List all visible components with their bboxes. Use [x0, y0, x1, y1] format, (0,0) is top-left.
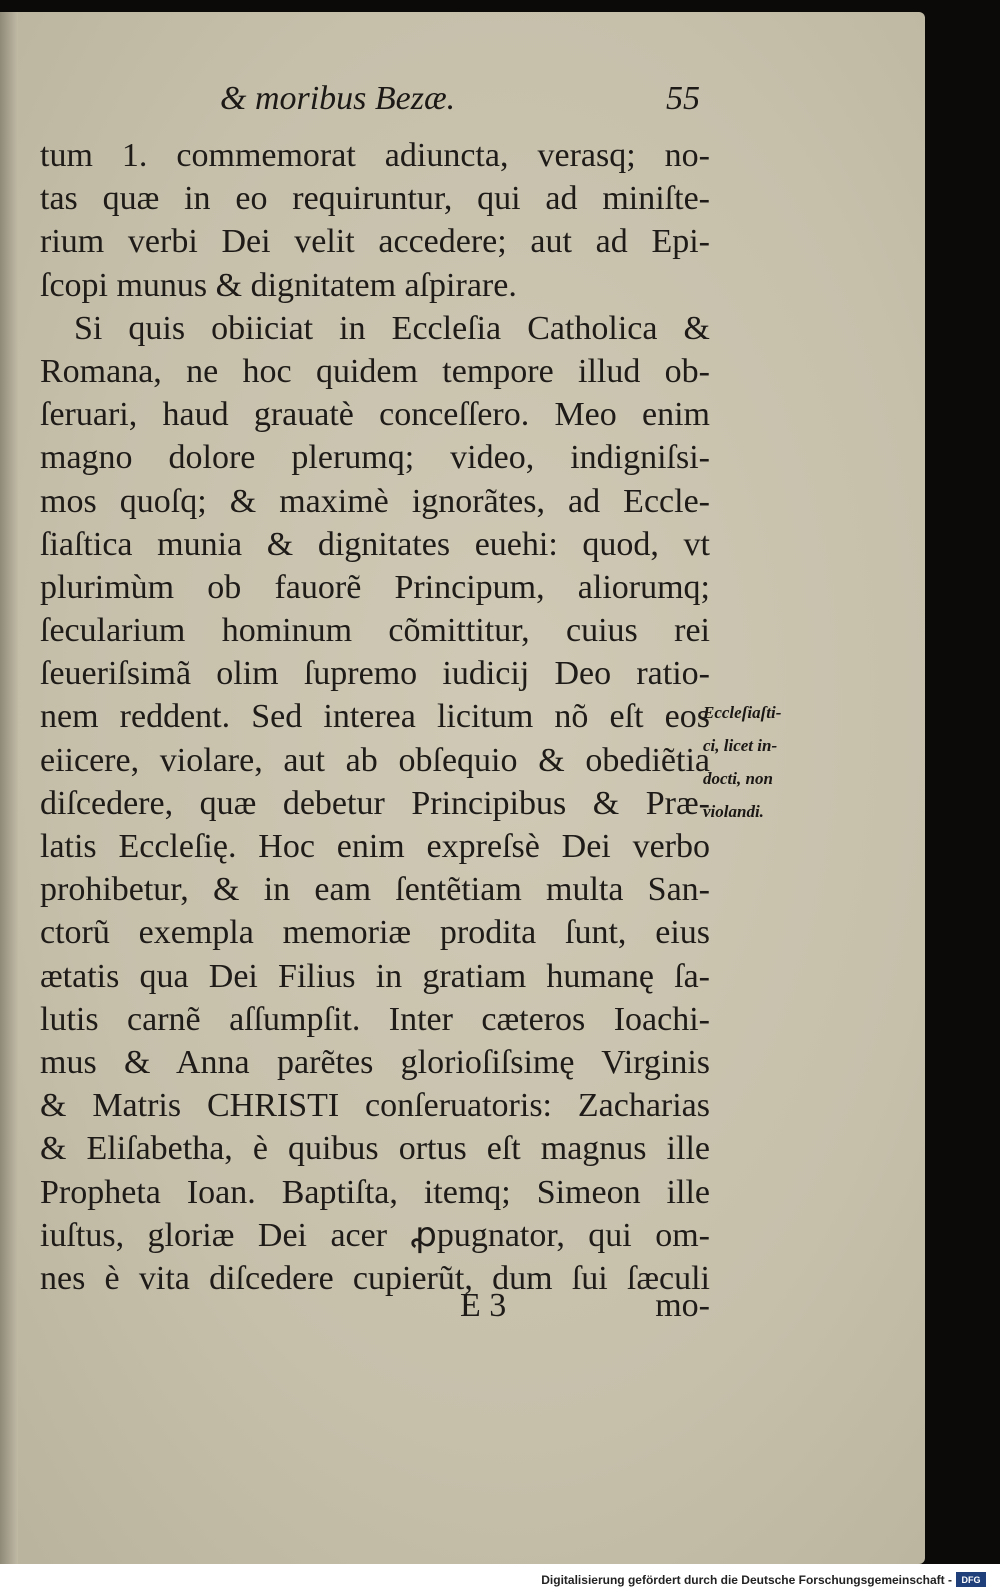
text-line: rium verbi Dei velit accedere; aut ad Epi- — [40, 223, 710, 261]
text-line: nes è vita diſcedere cupierũt, dum ſui ſæculi — [40, 1259, 710, 1297]
paragraph-start-line: Si quis obiiciat in Eccleſia Catholica & — [74, 309, 710, 347]
marginal-note-line: violandi. — [703, 802, 764, 821]
text-line: iuſtus, gloriæ Dei acer ꝓpugnator, qui om- — [40, 1216, 710, 1254]
text-line: ctorũ exempla memoriæ prodita ſunt, eius — [40, 914, 710, 952]
dfg-logo-icon: DFG — [956, 1572, 986, 1587]
signature-mark: E 3 — [460, 1287, 507, 1324]
text-line: ſcopi munus & dignitatem aſpirare. — [40, 266, 517, 304]
page-footer — [40, 1287, 710, 1337]
running-title: & moribus Bezæ. — [220, 80, 456, 117]
text-line: plurimùm ob fauorẽ Principum, aliorumq; — [40, 568, 710, 606]
text-line: diſcedere, quæ debetur Principibus & Præ- — [40, 784, 710, 822]
text-line: eiicere, violare, aut ab obſequio & obediẽtia — [40, 741, 710, 779]
text-line: ætatis qua Dei Filius in gratiam humanę ſa- — [40, 957, 710, 995]
text-line: & Eliſabetha, è quibus ortus eſt magnus ille — [40, 1130, 710, 1168]
text-line: mus & Anna parẽtes glorioſiſsimę Virginis — [40, 1043, 710, 1081]
page-header — [220, 72, 700, 128]
text-line: mos quoſq; & maximè ignorãtes, ad Eccle- — [40, 482, 710, 520]
text-line: magno dolore plerumq; video, indigniſsi- — [40, 439, 710, 477]
text-line: lutis carnẽ aſſumpſit. Inter cæteros Ioachi- — [40, 1000, 710, 1038]
text-line: Romana, ne hoc quidem tempore illud ob- — [40, 352, 710, 390]
text-line: tas quæ in eo requiruntur, qui ad miniſte- — [40, 180, 710, 218]
text-line: nem reddent. Sed interea licitum nõ eſt eos — [40, 698, 710, 736]
text-line: ſeruari, haud grauatè conceſſero. Meo enim — [40, 396, 710, 434]
text-line: ſiaſtica munia & dignitates euehi: quod, vt — [40, 525, 710, 563]
text-line: & Matris CHRISTI conſeruatoris: Zacharias — [40, 1087, 710, 1125]
catchword: mo- — [655, 1287, 710, 1324]
marginal-note-line: ci, licet in- — [703, 736, 778, 755]
page-number: 55 — [666, 80, 700, 117]
main-text-block — [40, 134, 710, 1300]
marginal-note-line: Eccleſiaſti- — [703, 703, 782, 722]
text-line: latis Eccleſię. Hoc enim expreſsè Dei verbo — [40, 828, 710, 865]
text-line: Propheta Ioan. Baptiſta, itemq; Simeon ille — [40, 1173, 710, 1211]
page-gutter-shadow — [0, 12, 18, 1564]
text-line: ſecularium hominum cõmittitur, cuius rei — [40, 612, 710, 650]
marginal-note-line: docti, non — [703, 769, 773, 788]
credit-text: Digitalisierung gefördert durch die Deutsche Forschungsgemeinschaft - — [541, 1572, 952, 1587]
text-line: ſeueriſsimã olim ſupremo iudicij Deo ratio- — [40, 655, 710, 693]
digitization-credit-bar — [0, 1564, 1000, 1595]
text-line: prohibetur, & in eam ſentẽtiam multa San- — [40, 871, 710, 909]
marginal-note — [703, 696, 843, 828]
text-line: tum 1. commemorat adiuncta, verasq; no- — [40, 137, 710, 174]
